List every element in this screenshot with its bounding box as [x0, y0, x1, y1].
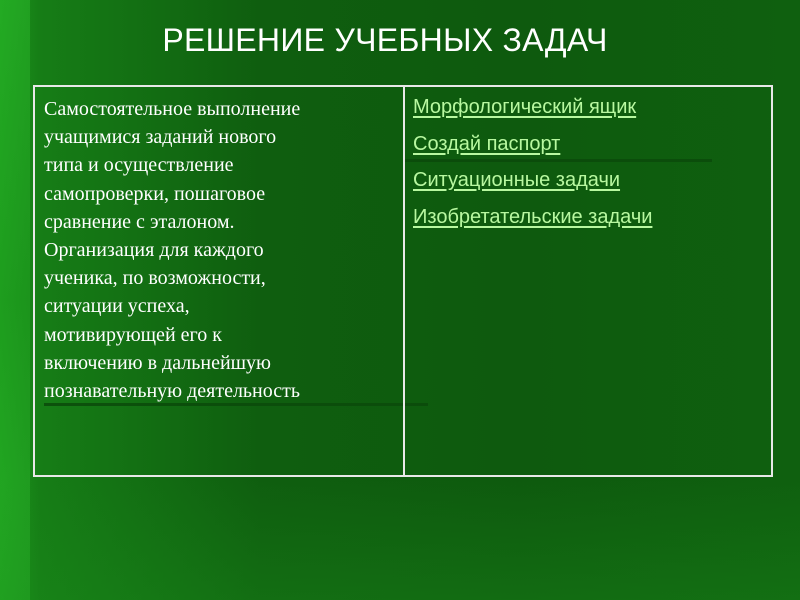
description-text: Самостоятельное выполнение учащимися заданий нового типа и осуществление самопроверки, пошаговое сравнение с эталоном. Организация для каждого ученика, по возможности, ситуации успеха, мотивирующей его к включению в дальнейшую познавательную деятельность [44, 98, 301, 403]
link-create-passport[interactable]: Создай паспорт [413, 132, 561, 155]
link-inventive-tasks[interactable]: Изобретательские задачи [413, 205, 653, 228]
table-left-cell [35, 87, 405, 475]
table-right-cell [405, 87, 771, 475]
bottom-decor-gradient [0, 478, 800, 600]
link-morphological-box[interactable]: Морфологический ящик [413, 96, 637, 118]
slide-title: РЕШЕНИЕ УЧЕБНЫХ ЗАДАЧ [162, 22, 608, 58]
task-table [33, 85, 773, 477]
link-situational-tasks[interactable]: Ситуационные задачи [413, 169, 621, 191]
link-list [413, 95, 765, 229]
